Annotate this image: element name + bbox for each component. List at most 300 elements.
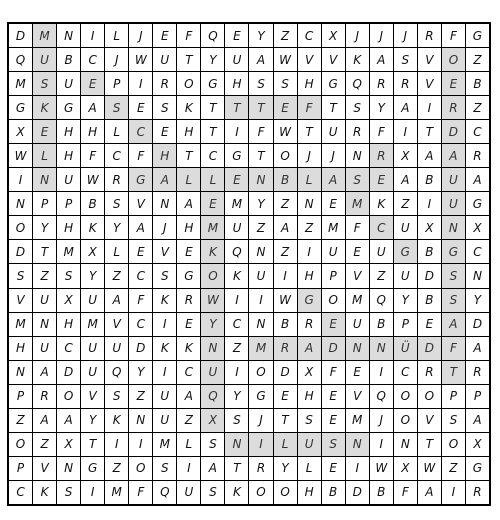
grid-cell[interactable]: N [9,361,32,384]
grid-cell[interactable]: K [225,264,248,287]
grid-cell[interactable]: K [33,481,56,504]
grid-cell[interactable]: N [33,168,56,191]
grid-cell[interactable]: A [129,216,152,239]
grid-cell[interactable]: A [394,96,417,119]
grid-cell[interactable]: Z [442,457,465,480]
grid-cell[interactable]: K [105,409,128,432]
grid-cell[interactable]: K [177,337,200,360]
grid-cell[interactable]: U [153,409,176,432]
grid-cell[interactable]: Y [249,192,272,215]
grid-cell[interactable]: M [9,72,32,95]
grid-cell[interactable]: B [370,313,393,336]
grid-cell[interactable]: Q [153,481,176,504]
grid-cell[interactable]: U [442,192,465,215]
grid-cell[interactable]: H [225,72,248,95]
grid-cell[interactable]: Z [274,240,297,263]
grid-cell[interactable]: P [105,72,128,95]
grid-cell[interactable]: X [466,216,489,239]
grid-cell[interactable]: N [346,433,369,456]
grid-cell[interactable]: A [153,168,176,191]
grid-cell[interactable]: Z [274,192,297,215]
grid-cell[interactable]: W [274,289,297,312]
grid-cell[interactable]: B [81,192,104,215]
grid-cell[interactable]: I [153,361,176,384]
grid-cell[interactable]: Y [394,289,417,312]
grid-cell[interactable]: C [81,48,104,71]
grid-cell[interactable]: O [394,409,417,432]
grid-cell[interactable]: S [442,289,465,312]
grid-cell[interactable]: A [466,337,489,360]
grid-cell[interactable]: X [81,240,104,263]
grid-cell[interactable]: D [418,337,441,360]
grid-cell[interactable]: A [442,313,465,336]
grid-cell[interactable]: O [57,385,80,408]
grid-cell[interactable]: I [129,72,152,95]
grid-cell[interactable]: A [418,481,441,504]
grid-cell[interactable]: Y [81,409,104,432]
grid-cell[interactable]: G [201,72,224,95]
grid-cell[interactable]: R [298,313,321,336]
grid-cell[interactable]: U [33,337,56,360]
grid-cell[interactable]: D [418,264,441,287]
grid-cell[interactable]: A [274,216,297,239]
grid-cell[interactable]: D [322,337,345,360]
grid-cell[interactable]: K [33,96,56,119]
grid-cell[interactable]: Y [274,457,297,480]
grid-cell[interactable]: A [33,409,56,432]
grid-cell[interactable]: Y [129,361,152,384]
grid-cell[interactable]: S [346,168,369,191]
grid-cell[interactable]: R [153,72,176,95]
grid-cell[interactable]: D [57,361,80,384]
grid-cell[interactable]: L [177,168,200,191]
grid-cell[interactable]: Q [346,72,369,95]
grid-cell[interactable]: O [274,481,297,504]
grid-cell[interactable]: U [346,313,369,336]
grid-cell[interactable]: U [225,216,248,239]
grid-cell[interactable]: S [201,433,224,456]
grid-cell[interactable]: U [322,240,345,263]
grid-cell[interactable]: Z [466,48,489,71]
grid-cell[interactable]: X [418,216,441,239]
grid-cell[interactable]: Z [274,24,297,47]
grid-cell[interactable]: Y [249,24,272,47]
grid-cell[interactable]: O [249,481,272,504]
grid-cell[interactable]: U [370,240,393,263]
grid-cell[interactable]: K [153,337,176,360]
grid-cell[interactable]: H [298,481,321,504]
grid-cell[interactable]: U [33,289,56,312]
grid-cell[interactable]: H [153,144,176,167]
grid-cell[interactable]: H [57,216,80,239]
grid-cell[interactable]: R [33,385,56,408]
grid-cell[interactable]: B [322,481,345,504]
grid-cell[interactable]: M [33,24,56,47]
grid-cell[interactable]: L [298,168,321,191]
grid-cell[interactable]: I [442,481,465,504]
grid-cell[interactable]: E [129,96,152,119]
grid-cell[interactable]: S [249,72,272,95]
grid-cell[interactable]: V [33,457,56,480]
grid-cell[interactable]: I [225,289,248,312]
grid-cell[interactable]: X [9,120,32,143]
grid-cell[interactable]: Ü [394,337,417,360]
grid-cell[interactable]: I [370,433,393,456]
grid-cell[interactable]: N [33,313,56,336]
grid-cell[interactable]: M [81,313,104,336]
grid-cell[interactable]: X [394,457,417,480]
grid-cell[interactable]: G [322,72,345,95]
grid-cell[interactable]: S [105,192,128,215]
grid-cell[interactable]: E [442,72,465,95]
grid-cell[interactable]: B [418,168,441,191]
grid-cell[interactable]: R [370,144,393,167]
grid-cell[interactable]: H [298,72,321,95]
grid-cell[interactable]: E [129,240,152,263]
grid-cell[interactable]: H [177,120,200,143]
grid-cell[interactable]: W [129,48,152,71]
grid-cell[interactable]: V [129,192,152,215]
grid-cell[interactable]: X [322,24,345,47]
grid-cell[interactable]: A [466,168,489,191]
grid-cell[interactable]: G [466,457,489,480]
grid-cell[interactable]: X [57,433,80,456]
grid-cell[interactable]: L [105,240,128,263]
grid-cell[interactable]: I [249,433,272,456]
grid-cell[interactable]: R [394,72,417,95]
grid-cell[interactable]: M [346,289,369,312]
grid-cell[interactable]: O [201,264,224,287]
grid-cell[interactable]: V [418,48,441,71]
grid-cell[interactable]: C [225,313,248,336]
grid-cell[interactable]: E [322,313,345,336]
grid-cell[interactable]: C [129,313,152,336]
grid-cell[interactable]: D [9,240,32,263]
grid-cell[interactable]: H [9,337,32,360]
grid-cell[interactable]: E [322,457,345,480]
grid-cell[interactable]: O [394,385,417,408]
grid-cell[interactable]: K [177,96,200,119]
grid-cell[interactable]: M [346,409,369,432]
grid-cell[interactable]: Z [9,409,32,432]
grid-cell[interactable]: V [322,48,345,71]
grid-cell[interactable]: P [9,457,32,480]
grid-cell[interactable]: Z [105,457,128,480]
grid-cell[interactable]: B [466,72,489,95]
grid-cell[interactable]: V [418,72,441,95]
grid-cell[interactable]: H [81,120,104,143]
grid-cell[interactable]: S [442,264,465,287]
grid-cell[interactable]: A [177,192,200,215]
grid-cell[interactable]: W [274,120,297,143]
grid-cell[interactable]: U [81,361,104,384]
grid-cell[interactable]: O [9,433,32,456]
grid-cell[interactable]: L [33,144,56,167]
grid-cell[interactable]: Q [370,289,393,312]
grid-cell[interactable]: F [129,481,152,504]
grid-cell[interactable]: M [346,192,369,215]
grid-cell[interactable]: W [370,457,393,480]
grid-cell[interactable]: R [274,337,297,360]
grid-cell[interactable]: K [81,216,104,239]
grid-cell[interactable]: F [442,24,465,47]
grid-cell[interactable]: I [129,433,152,456]
grid-cell[interactable]: O [442,433,465,456]
grid-cell[interactable]: T [298,120,321,143]
grid-cell[interactable]: Y [201,48,224,71]
grid-cell[interactable]: S [322,433,345,456]
grid-cell[interactable]: V [105,313,128,336]
grid-cell[interactable]: S [33,72,56,95]
grid-cell[interactable]: R [466,481,489,504]
grid-cell[interactable]: Z [33,264,56,287]
grid-cell[interactable]: A [57,409,80,432]
grid-cell[interactable]: G [249,385,272,408]
grid-cell[interactable]: Q [225,240,248,263]
grid-cell[interactable]: J [346,24,369,47]
grid-cell[interactable]: R [370,72,393,95]
grid-cell[interactable]: Y [105,216,128,239]
grid-cell[interactable]: A [201,457,224,480]
grid-cell[interactable]: Z [298,216,321,239]
grid-cell[interactable]: D [129,337,152,360]
grid-cell[interactable]: O [274,144,297,167]
grid-cell[interactable]: X [466,433,489,456]
grid-cell[interactable]: T [201,96,224,119]
grid-cell[interactable]: F [129,289,152,312]
grid-cell[interactable]: D [346,481,369,504]
grid-cell[interactable]: G [81,457,104,480]
grid-cell[interactable]: V [346,264,369,287]
grid-cell[interactable]: I [225,120,248,143]
grid-cell[interactable]: A [81,96,104,119]
grid-cell[interactable]: F [129,144,152,167]
grid-cell[interactable]: J [370,24,393,47]
grid-cell[interactable]: S [225,409,248,432]
grid-cell[interactable]: R [105,168,128,191]
grid-cell[interactable]: W [81,168,104,191]
grid-cell[interactable]: P [33,192,56,215]
grid-cell[interactable]: P [57,192,80,215]
grid-cell[interactable]: Q [201,385,224,408]
grid-cell[interactable]: U [81,337,104,360]
grid-cell[interactable]: L [274,433,297,456]
grid-cell[interactable]: I [274,264,297,287]
grid-cell[interactable]: N [57,24,80,47]
grid-cell[interactable]: A [370,48,393,71]
grid-cell[interactable]: I [418,192,441,215]
grid-cell[interactable]: B [418,289,441,312]
grid-cell[interactable]: E [225,24,248,47]
grid-cell[interactable]: C [394,361,417,384]
grid-cell[interactable]: I [370,361,393,384]
grid-cell[interactable]: S [9,264,32,287]
grid-cell[interactable]: E [201,192,224,215]
grid-cell[interactable]: E [322,409,345,432]
grid-cell[interactable]: M [9,313,32,336]
grid-cell[interactable]: D [466,313,489,336]
grid-cell[interactable]: X [394,144,417,167]
grid-cell[interactable]: M [153,433,176,456]
grid-cell[interactable]: V [346,385,369,408]
grid-cell[interactable]: J [298,144,321,167]
grid-cell[interactable]: X [201,409,224,432]
grid-cell[interactable]: Z [105,264,128,287]
grid-cell[interactable]: E [177,313,200,336]
grid-cell[interactable]: O [129,457,152,480]
grid-cell[interactable]: R [466,361,489,384]
grid-cell[interactable]: S [442,409,465,432]
grid-cell[interactable]: G [442,240,465,263]
grid-cell[interactable]: A [33,361,56,384]
grid-cell[interactable]: T [442,361,465,384]
grid-cell[interactable]: S [153,457,176,480]
grid-cell[interactable]: U [225,48,248,71]
grid-cell[interactable]: S [57,481,80,504]
grid-cell[interactable]: T [418,120,441,143]
grid-cell[interactable]: D [442,120,465,143]
grid-cell[interactable]: A [322,168,345,191]
grid-cell[interactable]: F [442,337,465,360]
grid-cell[interactable]: S [346,96,369,119]
grid-cell[interactable]: C [466,120,489,143]
grid-cell[interactable]: H [57,120,80,143]
grid-cell[interactable]: N [9,192,32,215]
grid-cell[interactable]: T [177,48,200,71]
grid-cell[interactable]: N [394,433,417,456]
grid-cell[interactable]: E [370,168,393,191]
grid-cell[interactable]: B [274,313,297,336]
grid-cell[interactable]: E [153,120,176,143]
grid-cell[interactable]: F [298,96,321,119]
grid-cell[interactable]: T [249,144,272,167]
grid-cell[interactable]: J [249,409,272,432]
grid-cell[interactable]: Z [33,433,56,456]
grid-cell[interactable]: Z [370,264,393,287]
grid-cell[interactable]: J [129,24,152,47]
grid-cell[interactable]: T [33,240,56,263]
grid-cell[interactable]: B [418,240,441,263]
grid-cell[interactable]: G [9,96,32,119]
grid-cell[interactable]: F [370,120,393,143]
grid-cell[interactable]: Q [201,24,224,47]
grid-cell[interactable]: P [466,385,489,408]
grid-cell[interactable]: K [201,240,224,263]
grid-cell[interactable]: Q [9,48,32,71]
grid-cell[interactable]: S [105,385,128,408]
grid-cell[interactable]: Z [177,409,200,432]
grid-cell[interactable]: F [394,481,417,504]
grid-cell[interactable]: S [274,72,297,95]
grid-cell[interactable]: R [249,457,272,480]
grid-cell[interactable]: K [225,481,248,504]
grid-cell[interactable]: E [322,385,345,408]
grid-cell[interactable]: E [322,192,345,215]
grid-cell[interactable]: F [346,216,369,239]
grid-cell[interactable]: M [201,216,224,239]
grid-cell[interactable]: N [249,240,272,263]
grid-cell[interactable]: I [81,24,104,47]
grid-cell[interactable]: B [57,48,80,71]
grid-cell[interactable]: V [418,409,441,432]
grid-cell[interactable]: J [153,216,176,239]
grid-cell[interactable]: Q [370,385,393,408]
grid-cell[interactable]: E [346,240,369,263]
grid-cell[interactable]: M [105,481,128,504]
grid-cell[interactable]: I [9,168,32,191]
grid-cell[interactable]: U [57,168,80,191]
grid-cell[interactable]: G [298,289,321,312]
grid-cell[interactable]: N [201,337,224,360]
grid-cell[interactable]: U [394,216,417,239]
grid-cell[interactable]: H [57,144,80,167]
grid-cell[interactable]: E [81,72,104,95]
grid-cell[interactable]: Y [225,385,248,408]
grid-cell[interactable]: P [322,264,345,287]
grid-cell[interactable]: P [394,313,417,336]
grid-cell[interactable]: T [225,96,248,119]
grid-cell[interactable]: R [346,120,369,143]
grid-cell[interactable]: O [418,385,441,408]
grid-cell[interactable]: O [9,216,32,239]
grid-cell[interactable]: V [153,240,176,263]
grid-cell[interactable]: A [394,168,417,191]
grid-cell[interactable]: B [370,481,393,504]
grid-cell[interactable]: E [274,96,297,119]
grid-cell[interactable]: G [57,96,80,119]
grid-cell[interactable]: M [322,216,345,239]
grid-cell[interactable]: C [298,24,321,47]
grid-cell[interactable]: U [201,361,224,384]
grid-cell[interactable]: Z [225,337,248,360]
grid-cell[interactable]: S [105,96,128,119]
grid-cell[interactable]: N [153,192,176,215]
grid-cell[interactable]: Y [370,96,393,119]
grid-cell[interactable]: L [177,433,200,456]
grid-cell[interactable]: F [322,361,345,384]
grid-cell[interactable]: N [129,409,152,432]
grid-cell[interactable]: N [57,457,80,480]
grid-cell[interactable]: N [225,433,248,456]
grid-cell[interactable]: S [394,48,417,71]
grid-cell[interactable]: N [442,216,465,239]
grid-cell[interactable]: T [274,409,297,432]
grid-cell[interactable]: Z [466,96,489,119]
grid-cell[interactable]: R [418,24,441,47]
grid-cell[interactable]: G [394,240,417,263]
grid-cell[interactable]: L [105,120,128,143]
grid-cell[interactable]: G [177,264,200,287]
grid-cell[interactable]: D [9,24,32,47]
grid-cell[interactable]: C [129,264,152,287]
grid-cell[interactable]: S [153,264,176,287]
grid-cell[interactable]: F [81,144,104,167]
grid-cell[interactable]: T [322,96,345,119]
grid-cell[interactable]: F [249,120,272,143]
grid-cell[interactable]: M [249,337,272,360]
grid-cell[interactable]: N [298,192,321,215]
grid-cell[interactable]: Y [201,313,224,336]
grid-cell[interactable]: I [225,361,248,384]
grid-cell[interactable]: E [418,313,441,336]
grid-cell[interactable]: W [418,457,441,480]
grid-cell[interactable]: I [346,457,369,480]
grid-cell[interactable]: V [81,385,104,408]
grid-cell[interactable]: C [129,120,152,143]
grid-cell[interactable]: R [418,361,441,384]
grid-cell[interactable]: Y [466,289,489,312]
grid-cell[interactable]: G [466,24,489,47]
